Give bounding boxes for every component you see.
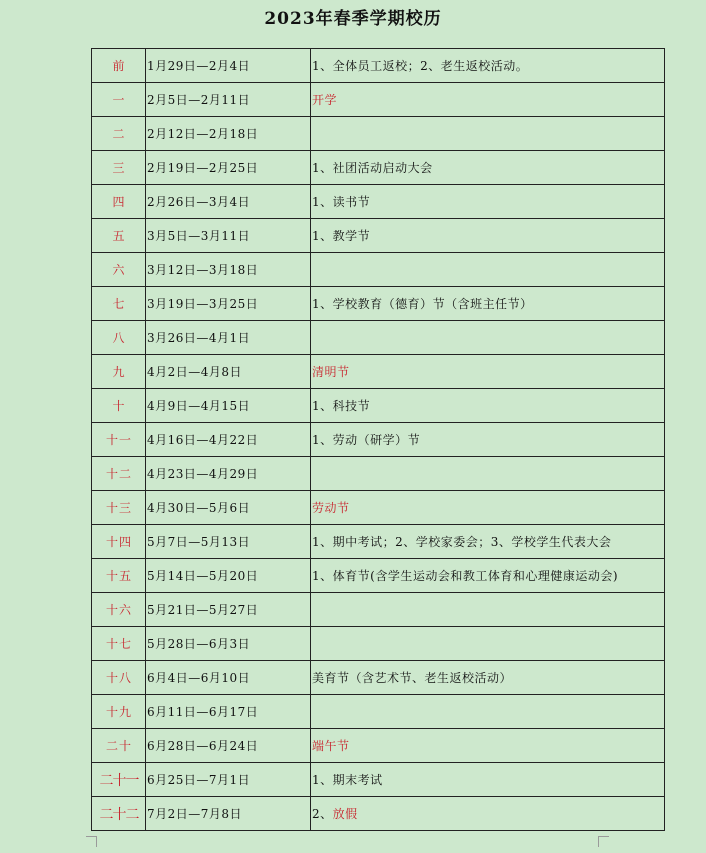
event-cell — [311, 49, 665, 83]
holiday-event-text: 劳动节 — [312, 501, 350, 515]
table-row — [92, 491, 665, 525]
event-text: 1、社团活动启动大会 — [312, 161, 433, 175]
week-number-cell: 十八 — [92, 661, 146, 695]
table-row — [92, 389, 665, 423]
event-cell — [311, 627, 665, 661]
event-cell — [311, 695, 665, 729]
table-row — [92, 525, 665, 559]
week-number-cell: 十二 — [92, 457, 146, 491]
week-number-cell: 四 — [92, 185, 146, 219]
event-cell — [311, 117, 665, 151]
event-cell — [311, 185, 665, 219]
event-cell — [311, 457, 665, 491]
week-number-cell: 五 — [92, 219, 146, 253]
date-range-cell: 6月4日—6月10日 — [146, 661, 311, 695]
table-row — [92, 219, 665, 253]
holiday-event-text: 开学 — [312, 93, 338, 107]
table-row — [92, 253, 665, 287]
event-text: 1、体育节(含学生运动会和教工体育和心理健康运动会) — [312, 569, 619, 583]
date-range-cell: 2月12日—2月18日 — [146, 117, 311, 151]
table-row — [92, 729, 665, 763]
event-cell — [311, 797, 665, 831]
table-row — [92, 185, 665, 219]
table-row — [92, 695, 665, 729]
date-range-cell: 4月9日—4月15日 — [146, 389, 311, 423]
page-corner-mark-right — [598, 836, 609, 847]
date-range-cell: 1月29日—2月4日 — [146, 49, 311, 83]
event-text: 1、学校教育（德育）节（含班主任节） — [312, 297, 533, 311]
event-cell — [311, 151, 665, 185]
event-cell — [311, 389, 665, 423]
date-range-cell: 2月5日—2月11日 — [146, 83, 311, 117]
event-cell — [311, 729, 665, 763]
table-row — [92, 49, 665, 83]
date-range-cell: 5月28日—6月3日 — [146, 627, 311, 661]
week-number-cell: 六 — [92, 253, 146, 287]
table-row — [92, 661, 665, 695]
holiday-event-text: 清明节 — [312, 365, 350, 379]
date-range-cell: 6月28日—6月24日 — [146, 729, 311, 763]
school-calendar-table — [91, 48, 665, 831]
page-title: 2023年春季学期校历 — [264, 9, 442, 29]
date-range-cell: 5月21日—5月27日 — [146, 593, 311, 627]
date-range-cell: 4月23日—4月29日 — [146, 457, 311, 491]
event-cell — [311, 763, 665, 797]
event-cell — [311, 219, 665, 253]
event-cell — [311, 253, 665, 287]
week-number-cell: 二十 — [92, 729, 146, 763]
week-number-cell: 七 — [92, 287, 146, 321]
table-row — [92, 423, 665, 457]
table-row — [92, 83, 665, 117]
date-range-cell: 6月25日—7月1日 — [146, 763, 311, 797]
event-text: 1、劳动（研学）节 — [312, 433, 421, 447]
week-number-cell: 三 — [92, 151, 146, 185]
event-text: 美育节（含艺术节、老生返校活动） — [312, 671, 513, 685]
holiday-event-text: 端午节 — [312, 739, 350, 753]
event-cell — [311, 525, 665, 559]
event-text: 1、全体员工返校；2、老生返校活动。 — [312, 59, 529, 73]
event-cell — [311, 321, 665, 355]
event-cell — [311, 559, 665, 593]
event-cell — [311, 83, 665, 117]
table-row — [92, 287, 665, 321]
week-number-cell: 十七 — [92, 627, 146, 661]
event-cell — [311, 355, 665, 389]
date-range-cell: 7月2日—7月8日 — [146, 797, 311, 831]
date-range-cell: 4月16日—4月22日 — [146, 423, 311, 457]
table-row — [92, 321, 665, 355]
week-number-cell: 九 — [92, 355, 146, 389]
event-cell — [311, 593, 665, 627]
event-text: 1、期中考试；2、学校家委会；3、学校学生代表大会 — [312, 535, 612, 549]
week-number-cell: 十六 — [92, 593, 146, 627]
date-range-cell: 5月14日—5月20日 — [146, 559, 311, 593]
date-range-cell: 5月7日—5月13日 — [146, 525, 311, 559]
event-cell — [311, 491, 665, 525]
table-row — [92, 593, 665, 627]
week-number-cell: 十三 — [92, 491, 146, 525]
calendar-body — [92, 49, 665, 831]
week-number-cell: 十一 — [92, 423, 146, 457]
event-text: 1、期末考试 — [312, 773, 383, 787]
week-number-cell: 十 — [92, 389, 146, 423]
week-number-cell: 二 — [92, 117, 146, 151]
event-cell — [311, 423, 665, 457]
date-range-cell: 3月26日—4月1日 — [146, 321, 311, 355]
date-range-cell: 3月19日—3月25日 — [146, 287, 311, 321]
week-number-cell: 二十一 — [92, 763, 146, 797]
table-row — [92, 117, 665, 151]
event-prefix: 2、 — [312, 807, 333, 821]
date-range-cell: 3月5日—3月11日 — [146, 219, 311, 253]
event-text: 1、读书节 — [312, 195, 371, 209]
event-cell — [311, 661, 665, 695]
date-range-cell: 2月26日—3月4日 — [146, 185, 311, 219]
table-row — [92, 151, 665, 185]
date-range-cell: 6月11日—6月17日 — [146, 695, 311, 729]
table-row — [92, 355, 665, 389]
date-range-cell: 2月19日—2月25日 — [146, 151, 311, 185]
table-row — [92, 457, 665, 491]
table-row — [92, 797, 665, 831]
date-range-cell: 3月12日—3月18日 — [146, 253, 311, 287]
date-range-cell: 4月2日—4月8日 — [146, 355, 311, 389]
table-row — [92, 763, 665, 797]
week-number-cell: 十九 — [92, 695, 146, 729]
week-number-cell: 一 — [92, 83, 146, 117]
date-range-cell: 4月30日—5月6日 — [146, 491, 311, 525]
page-corner-mark-left — [86, 836, 97, 847]
week-number-cell: 八 — [92, 321, 146, 355]
table-row — [92, 559, 665, 593]
week-number-cell: 十五 — [92, 559, 146, 593]
week-number-cell: 十四 — [92, 525, 146, 559]
week-number-cell: 前 — [92, 49, 146, 83]
holiday-event-text: 放假 — [332, 807, 358, 821]
table-row — [92, 627, 665, 661]
event-cell — [311, 287, 665, 321]
event-text: 1、科技节 — [312, 399, 371, 413]
event-text: 1、教学节 — [312, 229, 371, 243]
week-number-cell: 二十二 — [92, 797, 146, 831]
